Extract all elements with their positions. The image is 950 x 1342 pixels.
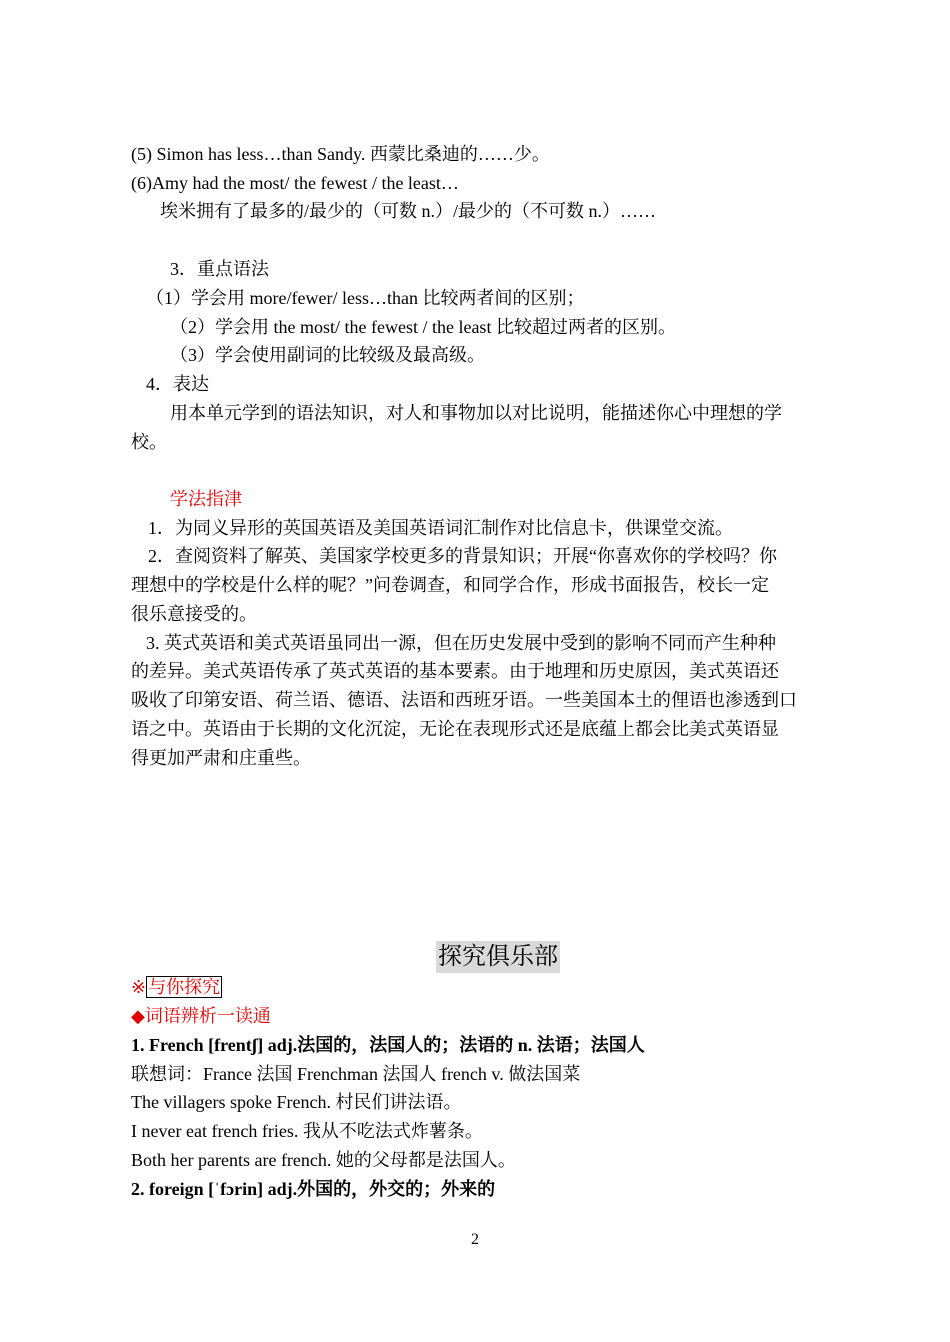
vocab-french-example-1: The villagers spoke French. 村民们讲法语。 [131,1092,462,1112]
study-method-3-line-5: 得更加严肃和庄重些。 [131,748,311,768]
vocab-entry-foreign: 2. foreign [ˈfɔrin] adj.外国的，外交的；外来的 [131,1179,496,1199]
study-method-1: 1．为同义异形的英国英语及美国英语词汇制作对比信息卡，供课堂交流。 [148,518,733,538]
grammar-point-3: （3）学会使用副词的比较级及最高级。 [170,345,485,365]
page-number: 2 [471,1231,479,1248]
vocab-french-example-3: Both her parents are french. 她的父母都是法国人。 [131,1150,516,1170]
example-line-6: (6)Amy had the most/ the fewest / the least… [131,173,459,193]
vocab-french-example-2: I never eat french fries. 我从不吃法式炸薯条。 [131,1121,483,1141]
vocab-entry-french: 1. French [frentʃ] adj.法国的，法国人的；法语的 n. 法语；法国人 [131,1035,645,1055]
section-heading-grammar: 3．重点语法 [170,259,269,279]
study-method-2-line-1: 2．查阅资料了解英、美国家学校更多的背景知识；开展“你喜欢你的学校吗？你 [148,546,777,566]
section-heading-expression: 4．表达 [146,374,209,394]
reference-mark: ※ [131,977,147,997]
study-method-3-line-2: 的差异。美式英语传承了英式英语的基本要素。由于地理和历史原因，美式英语还 [131,661,779,681]
explore-with-you-label [131,975,222,999]
study-method-2-line-3: 很乐意接受的。 [131,604,257,624]
example-line-6-translation: 埃米拥有了最多的/最少的（可数 n.）/最少的（不可数 n.）…… [160,201,656,221]
vocab-french-related-words: 联想词：France 法国 Frenchman 法国人 french v. 做法国菜 [131,1064,581,1084]
example-line-5: (5) Simon has less…than Sandy. 西蒙比桑迪的……少。 [131,144,550,164]
study-method-3-line-1: 3. 英式英语和美式英语虽同出一源，但在历史发展中受到的影响不同而产生种种 [146,633,776,653]
grammar-point-2: （2）学会用 the most/ the fewest / the least 比较超过两者的区别。 [170,317,676,337]
study-method-2-line-2: 理想中的学校是什么样的呢？”问卷调查，和同学合作，形成书面报告，校长一定 [131,575,769,595]
study-method-3-line-3: 吸收了印第安语、荷兰语、德语、法语和西班牙语。一些美国本土的俚语也渗透到口 [131,690,797,710]
expression-text-line-1: 用本单元学到的语法知识，对人和事物加以对比说明，能描述你心中理想的学 [170,403,782,423]
expression-text-line-2: 校。 [131,432,167,452]
club-title: 探究俱乐部 [436,941,560,973]
explore-with-you-text: 与你探究 [148,977,221,997]
word-analysis-subheading: ◆词语辨析一读通 [131,1006,271,1026]
grammar-point-1: （1）学会用 more/fewer/ less…than 比较两者间的区别； [146,288,585,308]
study-method-3-line-4: 语之中。英语由于长期的文化沉淀，无论在表现形式还是底蕴上都会比美式英语显 [131,719,779,739]
study-method-heading: 学法指津 [170,489,242,509]
